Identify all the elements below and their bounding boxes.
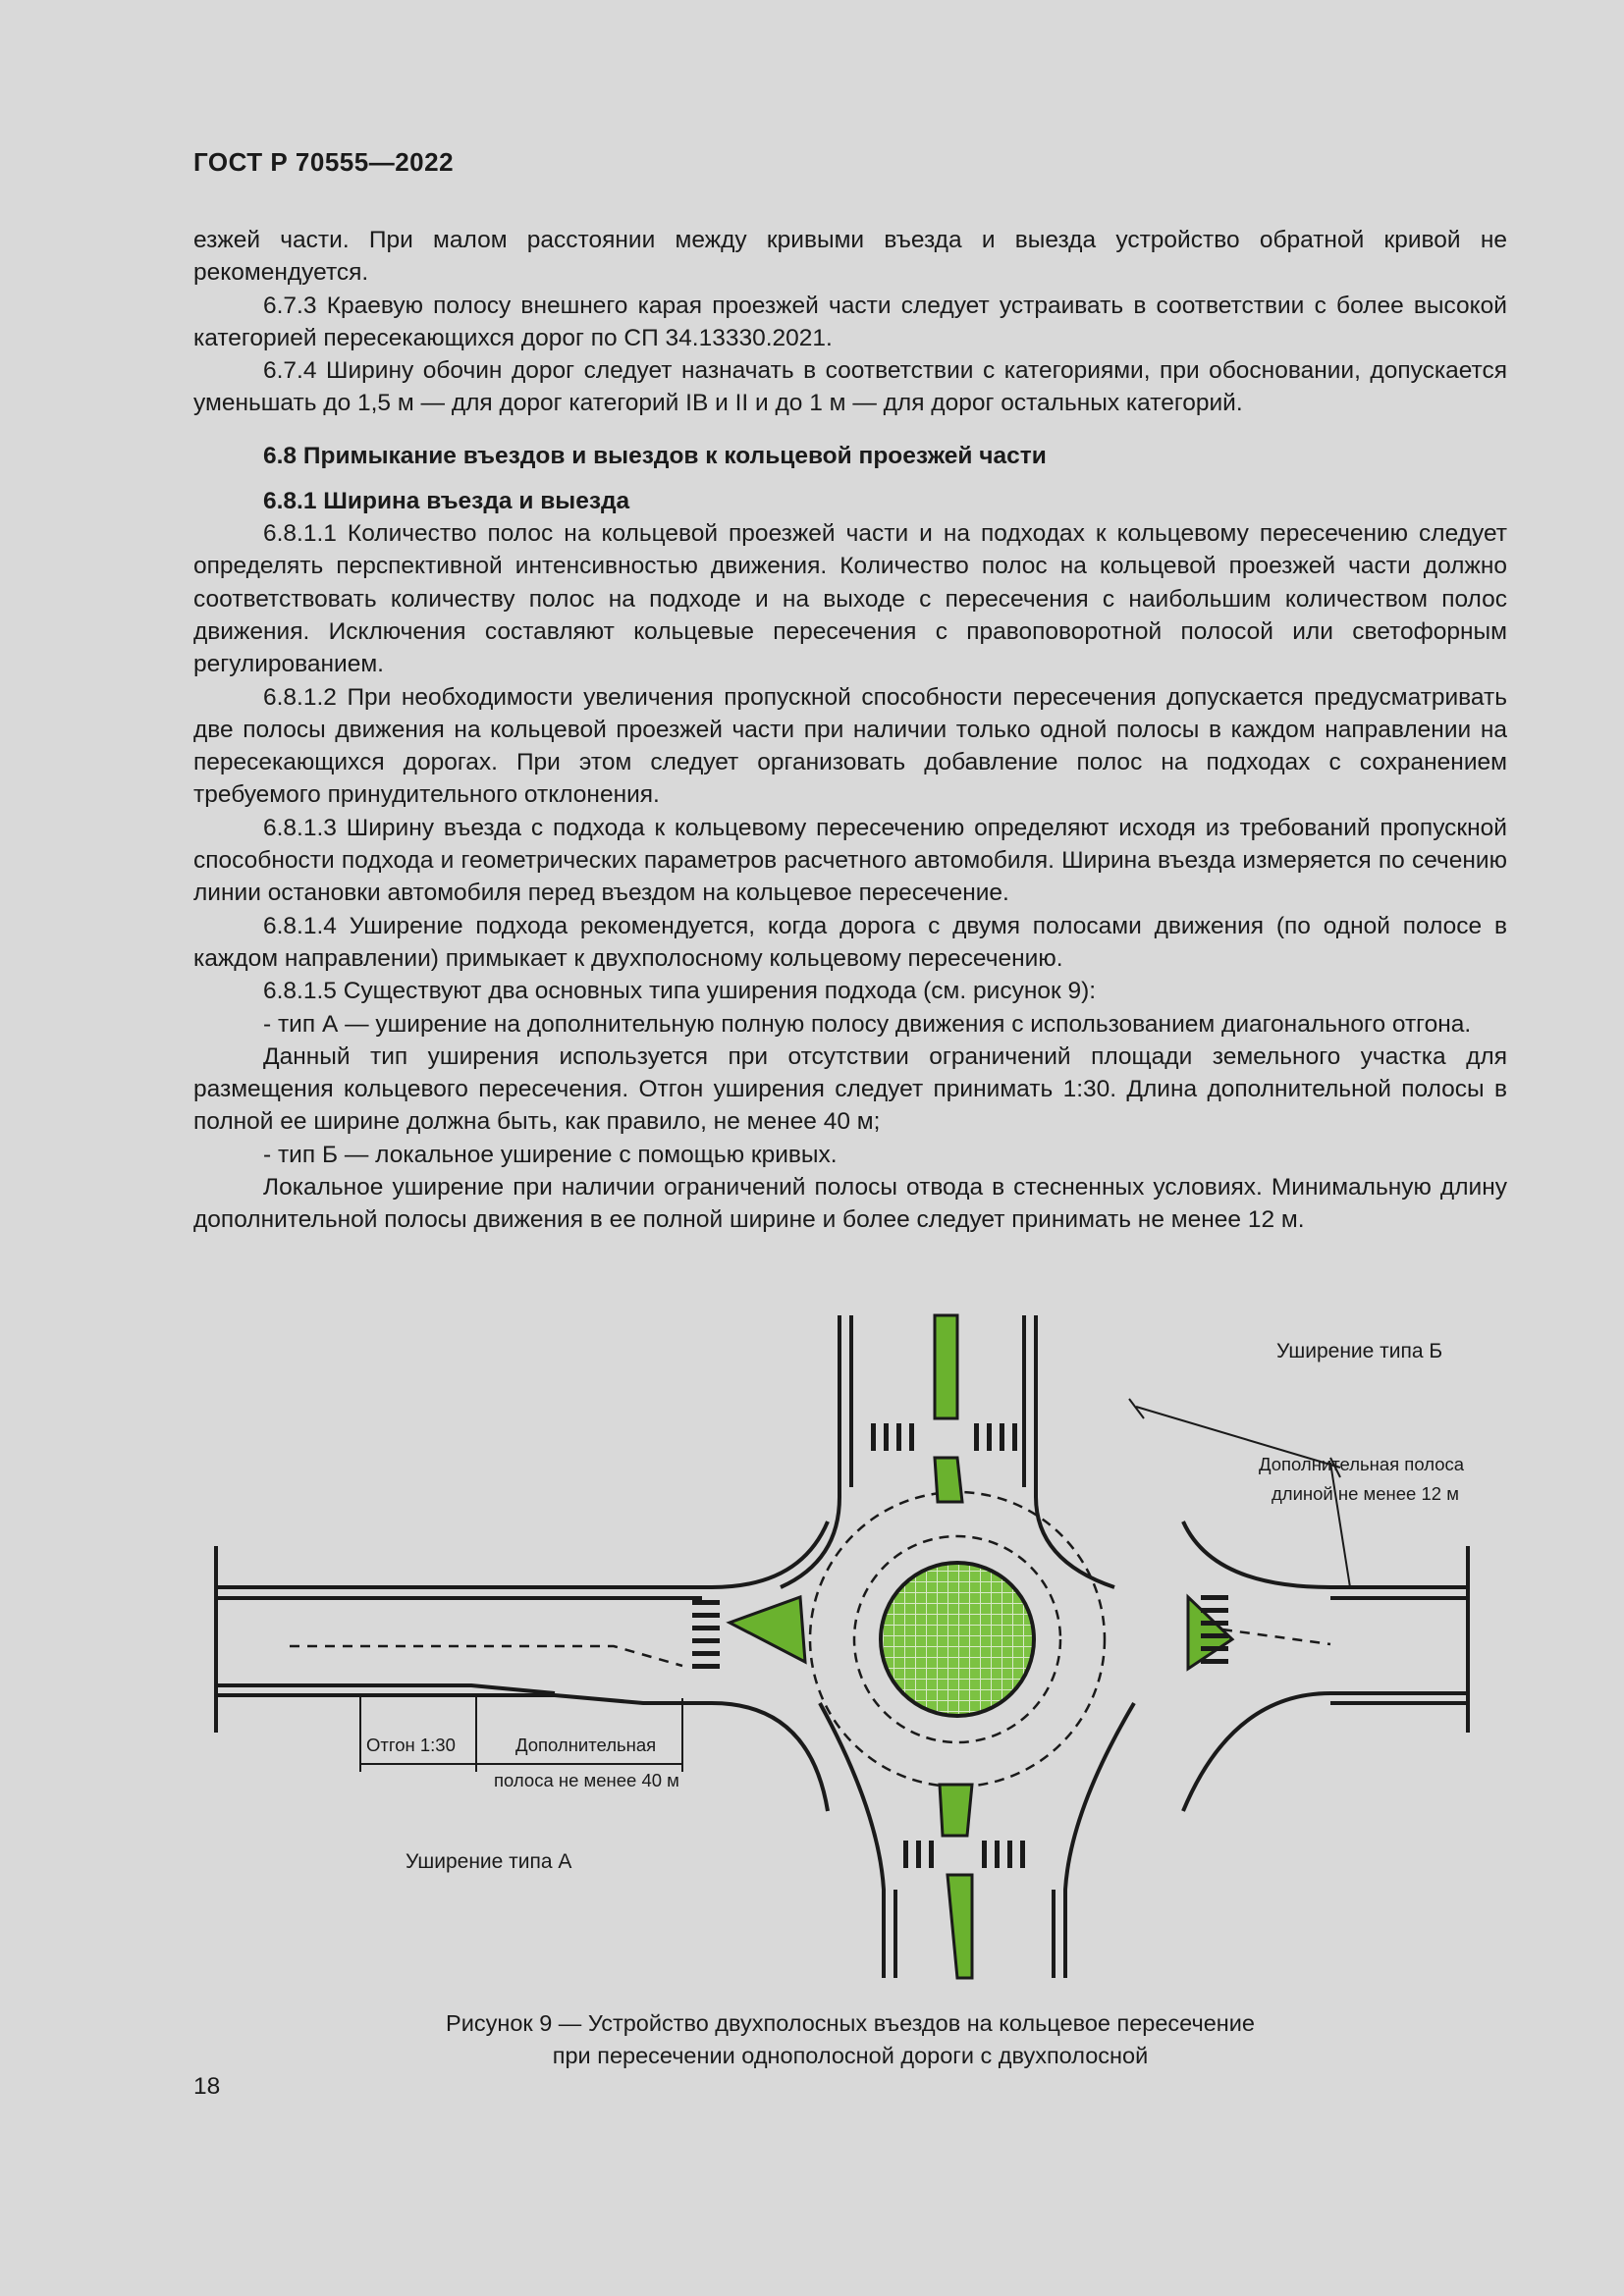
splitter-island-south [940, 1785, 972, 1836]
label-extra-lane-a: Дополнительная [515, 1735, 657, 1755]
label-type-b: Уширение типа Б [1276, 1340, 1443, 1362]
splitter-island-west [730, 1597, 805, 1662]
caption-line: Рисунок 9 — Устройство двухполосных въездов на кольцевое пересечение [446, 2010, 1255, 2036]
label-taper: Отгон 1:30 [366, 1735, 456, 1755]
body-text [193, 224, 1507, 1237]
label-extra-lane-b: Дополнительная полоса [1259, 1454, 1465, 1474]
paragraph: Данный тип уширения используется при отсутствии ограничений площади земельного участка для размещения кольцевого пересечения. Отгон уширения следует принимать 1:30. Длина дополнительной полосы в полной ее ширине должна быть, как правило, не менее 40 м; [193, 1042, 1507, 1136]
road-edge [216, 1522, 828, 1587]
label-extra-lane-b-length: длиной не менее 12 м [1272, 1483, 1459, 1504]
paragraph: Локальное уширение при наличии ограничений полосы отвода в стесненных условиях. Минимальную длину дополнительной полосы движения в ее полной ширине и более следует принимать не менее 12 м. [193, 1174, 1507, 1234]
document-header: ГОСТ Р 70555—2022 [193, 147, 455, 177]
paragraph: 6.7.3 Краевую полосу внешнего карая проезжей части следует устраивать в соответствии с более высокой категорией пересекающихся дорог по СП 34.13330.2021. [193, 292, 1507, 351]
splitter-island-north [935, 1315, 957, 1418]
central-island [881, 1563, 1034, 1716]
section-heading: 6.8 Примыкание въездов и выездов к кольцевой проезжей части [263, 442, 1047, 469]
figure-caption [193, 2007, 1507, 2072]
roundabout-diagram [191, 1301, 1502, 1988]
paragraph: 6.8.1.4 Уширение подхода рекомендуется, когда дорога с двумя полосами движения (по одной полосе в каждом направлении) примыкает к двухполосному кольцевому пересечению. [193, 912, 1507, 972]
paragraph: 6.7.4 Ширину обочин дорог следует назначать в соответствии с категориями, при обосновании, допускается уменьшать до 1,5 м — для дорог категорий IB и II и до 1 м — для дорог остальных категорий. [193, 357, 1507, 417]
label-type-a: Уширение типа А [406, 1850, 572, 1873]
paragraph: езжей части. При малом расстоянии между кривыми въезда и выезда устройство обратной кривой не рекомендуется. [193, 227, 1507, 287]
label-extra-lane-a-length: полоса не менее 40 м [494, 1770, 679, 1790]
paragraph: 6.8.1.3 Ширину въезда с подхода к кольцевому пересечению определяют исходя из требований пропускной способности подхода и геометрических параметров расчетного автомобиля. Ширина въезда измеряется по сечению линии остановки автомобиля перед въездом на кольцевое пересечение. [193, 814, 1507, 907]
paragraph: 6.8.1.2 При необходимости увеличения пропускной способности пересечения допускается предусматривать две полосы движения на кольцевой проезжей части при наличии только одной полосы в каждом направлении на пересекающихся дорогах. При этом следует организовать добавление полос на подходах с сохранением требуемого принудительного отклонения. [193, 683, 1507, 809]
paragraph: 6.8.1.5 Существуют два основных типа уширения подхода (см. рисунок 9): [263, 978, 1097, 1005]
list-item: - тип Б — локальное уширение с помощью кривых. [263, 1141, 838, 1168]
splitter-island-east [1188, 1597, 1232, 1669]
roundabout-figure [191, 1301, 1502, 1988]
subsection-heading: 6.8.1 Ширина въезда и выезда [263, 487, 630, 514]
paragraph: 6.8.1.1 Количество полос на кольцевой проезжей части и на подходах к кольцевому пересечению следует определять перспективной интенсивностью движения. Количество полос на кольцевой проезжей части должно соответствовать количеству полос на подходе и на выходе с пересечения с наибольшим количеством полос движения. Исключения составляют кольцевые пересечения с правоповоротной полосой или светофорным регулированием. [193, 520, 1507, 678]
caption-line: при пересечении однополосной дороги с двухполосной [552, 2043, 1149, 2068]
list-item: - тип А — уширение на дополнительную полную полосу движения с использованием диагонального отгона. [263, 1010, 1472, 1038]
page-number: 18 [193, 2073, 221, 2100]
